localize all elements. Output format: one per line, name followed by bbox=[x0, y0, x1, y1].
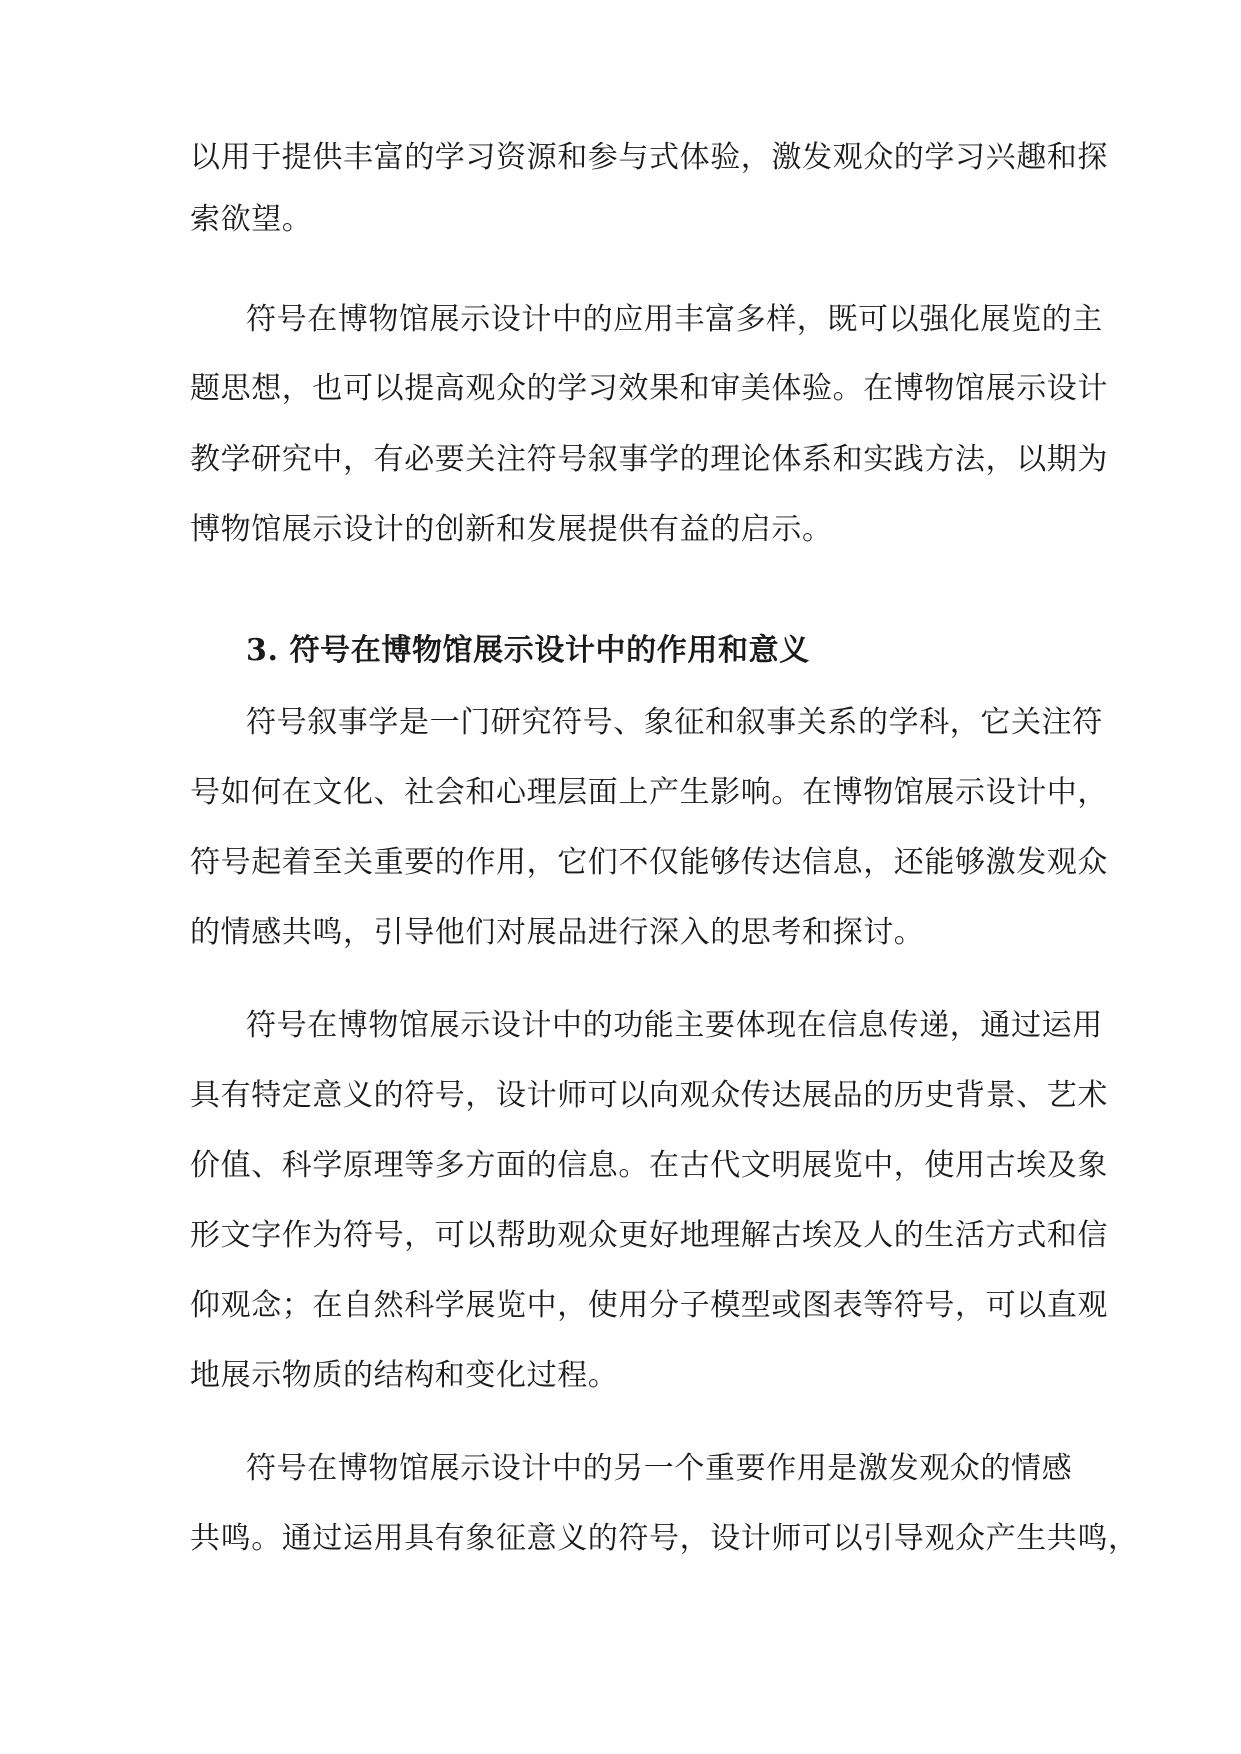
paragraph-line: 价值、科学原理等多方面的信息。在古代文明展览中，使用古埃及象 bbox=[190, 1148, 1108, 1183]
paragraph-line: 符号在博物馆展示设计中的应用丰富多样，既可以强化展览的主 bbox=[246, 302, 1103, 337]
paragraph-line: 地展示物质的结构和变化过程。 bbox=[190, 1358, 619, 1393]
paragraph-line: 索欲望。 bbox=[190, 202, 313, 237]
paragraph-line: 符号叙事学是一门研究符号、象征和叙事关系的学科，它关注符 bbox=[246, 705, 1103, 740]
paragraph-line: 形文字作为符号，可以帮助观众更好地理解古埃及人的生活方式和信 bbox=[190, 1218, 1108, 1253]
paragraph-line: 的情感共鸣，引导他们对展品进行深入的思考和探讨。 bbox=[190, 915, 925, 950]
paragraph-line: 符号起着至关重要的作用，它们不仅能够传达信息，还能够激发观众 bbox=[190, 845, 1108, 880]
paragraph-line: 号如何在文化、社会和心理层面上产生影响。在博物馆展示设计中， bbox=[190, 775, 1108, 810]
paragraph-line: 符号在博物馆展示设计中的另一个重要作用是激发观众的情感 bbox=[246, 1451, 1073, 1486]
paragraph-line: 题思想，也可以提高观众的学习效果和审美体验。在博物馆展示设计 bbox=[190, 371, 1108, 406]
paragraph-line: 具有特定意义的符号，设计师可以向观众传达展品的历史背景、艺术 bbox=[190, 1078, 1108, 1113]
paragraph-line: 符号在博物馆展示设计中的功能主要体现在信息传递，通过运用 bbox=[246, 1008, 1103, 1043]
paragraph-line: 教学研究中，有必要关注符号叙事学的理论体系和实践方法，以期为 bbox=[190, 442, 1108, 477]
paragraph-line: 仰观念；在自然科学展览中，使用分子模型或图表等符号，可以直观 bbox=[190, 1288, 1108, 1323]
section-heading: 3. 符号在博物馆展示设计中的作用和意义 bbox=[246, 633, 810, 668]
paragraph-line: 以用于提供丰富的学习资源和参与式体验，激发观众的学习兴趣和探 bbox=[190, 140, 1108, 175]
paragraph-line: 共鸣。通过运用具有象征意义的符号，设计师可以引导观众产生共鸣， bbox=[190, 1521, 1139, 1556]
paragraph-line: 博物馆展示设计的创新和发展提供有益的启示。 bbox=[190, 512, 833, 547]
